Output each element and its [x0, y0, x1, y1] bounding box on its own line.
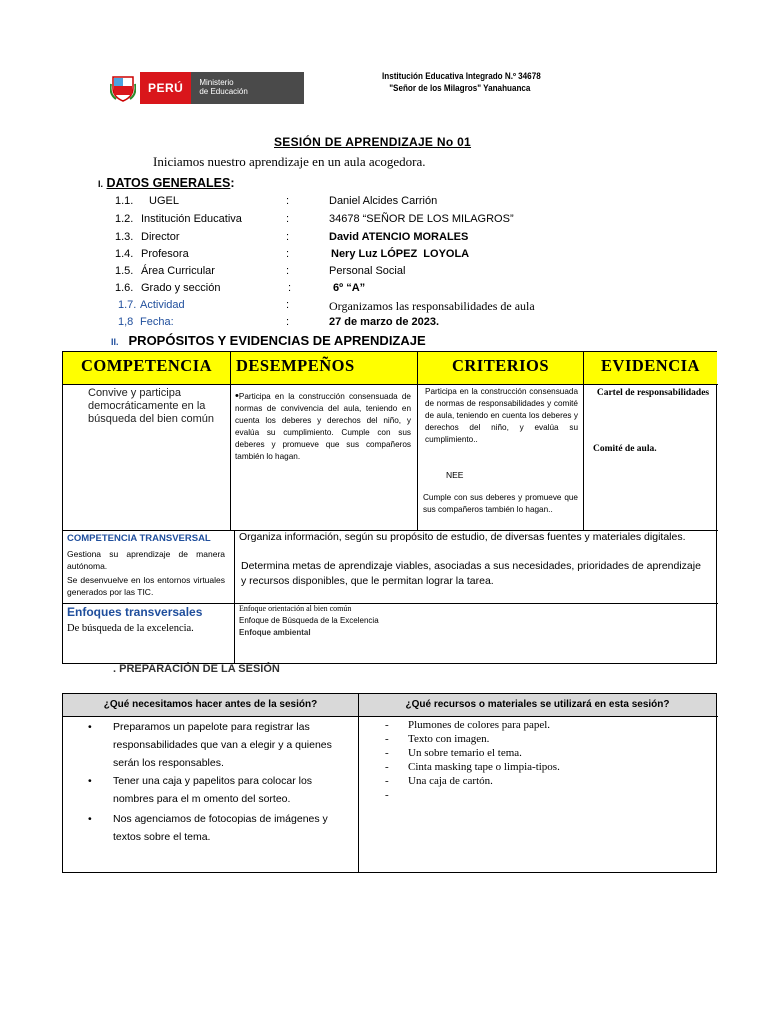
- enfoques-value: De búsqueda de la excelencia.: [67, 623, 194, 634]
- section-purposes-heading: II. PROPÓSITOS Y EVIDENCIAS DE APRENDIZAJE: [111, 333, 426, 348]
- value-teacher: Nery Luz LÓPEZ LOYOLA: [331, 248, 470, 260]
- value-activity: Organizamos las responsabilidades de aula: [329, 299, 535, 313]
- resource-item: Plumones de colores para papel.: [408, 719, 551, 731]
- header-before-session: ¿Qué necesitamos hacer antes de la sesión?: [63, 694, 358, 716]
- competencia-text: Convive y participa democráticamente en la búsqueda del bien común: [88, 387, 214, 425]
- transversal-competence-2: Se desenvuelve en los entornos virtuales generados por las TIC.: [67, 575, 225, 597]
- resource-item: Texto con imagen.: [408, 733, 490, 745]
- institution-header: Institución Educativa Integrado N.º 34678 "Señor de los Milagros" Yanahuanca: [382, 71, 541, 93]
- evidencia-cartel: Cartel de responsabilidades: [596, 388, 710, 398]
- value-grade: 6º “A”: [333, 282, 366, 294]
- transversal-competence-1: Gestiona su aprendizaje de manera autónoma.: [67, 549, 225, 571]
- ministry-logo: [106, 72, 304, 104]
- section-preparation-heading: . PREPARACIÓN DE LA SESIÓN: [113, 663, 280, 675]
- transversal-desc-2: Determina metas de aprendizaje viables, asociadas a sus necesidades, prioridades de aprendizaje y recursos disponibles, que le permitan lograr la tarea.: [241, 560, 701, 587]
- preparation-table: ¿Qué necesitamos hacer antes de la sesión? ¿Qué recursos o materiales se utilizará en esta sesión? • Preparamos un papelote para registrar las responsabilidades que van a elegir y a quienes serán los responsables. • Tener una caja y papelitos para colocar los nombres para el m omento del sorteo. • Nos agenciamos de fotocopias de imágenes y textos sobre el tema. - - - - - - Plumones de colores para papel. Texto con imagen. Un sobre temario el tema. Cinta masking tape o limpia-tipos. Una caja de cartón.: [62, 693, 717, 873]
- resource-item: Una caja de cartón.: [408, 775, 493, 787]
- resource-dashes: - - - - - -: [385, 719, 389, 801]
- value-date: 27 de marzo de 2023.: [329, 316, 440, 328]
- header-resources: ¿Qué recursos o materiales se utilizará en esta sesión?: [359, 694, 716, 716]
- resource-item: Cinta masking tape o limpia-tipos.: [408, 761, 560, 773]
- transversal-title: COMPETENCIA TRANSVERSAL: [67, 533, 211, 544]
- header-evidencia: EVIDENCIA: [584, 352, 717, 384]
- desempenos-text: •Participa en la construcción consensuada de normas de convivencia del aula, teniendo en cuenta los deberes y derechos del niño, y evalúa su cumplimiento. Cumple con sus deberes y promueve que sus compañeros también lo hagan.: [235, 390, 411, 461]
- header-desempenos: DESEMPEÑOS: [231, 352, 417, 384]
- header-criterios: CRITERIOS: [418, 352, 583, 384]
- page-subtitle: Iniciamos nuestro aprendizaje en un aula acogedora.: [153, 154, 426, 169]
- value-area: Personal Social: [329, 265, 406, 277]
- peru-shield-icon: [106, 72, 140, 104]
- value-ugel: Daniel Alcides Carrión: [329, 195, 438, 207]
- page-title: SESIÓN DE APRENDIZAJE No 01: [274, 135, 472, 149]
- enfoque-1: Enfoque orientación al bien común: [239, 604, 352, 613]
- prep-item-1: Preparamos un papelote para registrar las responsabilidades que van a elegir y a quienes serán los responsables.: [113, 721, 332, 769]
- enfoque-2: Enfoque de Búsqueda de la Excelencia: [239, 616, 379, 625]
- resources-list: [408, 718, 560, 788]
- logo-country: PERÚ: [140, 72, 191, 104]
- prep-item-2: Tener una caja y papelitos para colocar los nombres para el m omento del sorteo.: [113, 775, 313, 805]
- competencies-table: [62, 351, 717, 664]
- enfoques-title: Enfoques transversales: [67, 605, 203, 619]
- section-general-data-heading: I. DATOS GENERALES:: [98, 176, 235, 190]
- prep-item-3: Nos agenciamos de fotocopias de imágenes y textos sobre el tema.: [113, 813, 328, 843]
- transversal-desc-1: Organiza información, según su propósito de estudio, de diversas fuentes y materiales digitales.: [239, 531, 686, 543]
- criterios-nee: NEE: [446, 470, 464, 480]
- criterios-text-1: Participa en la construcción consensuada de normas de responsabilidades y comité de aula, teniendo en cuenta los deberes y derechos del niño, y evalúa su cumplimiento..: [425, 387, 578, 444]
- value-institution: 34678 “SEÑOR DE LOS MILAGROS”: [329, 213, 514, 225]
- enfoque-3: Enfoque ambiental: [239, 628, 311, 637]
- criterios-text-2: Cumple con sus deberes y promueve que sus compañeros también lo hagan..: [423, 493, 578, 514]
- header-competencia: COMPETENCIA: [63, 352, 230, 384]
- evidencia-comite: Comité de aula.: [593, 444, 657, 454]
- value-director: David ATENCIO MORALES: [329, 231, 469, 243]
- resource-item: Un sobre temario el tema.: [408, 747, 522, 759]
- logo-ministry: Ministerio de Educación: [191, 72, 304, 104]
